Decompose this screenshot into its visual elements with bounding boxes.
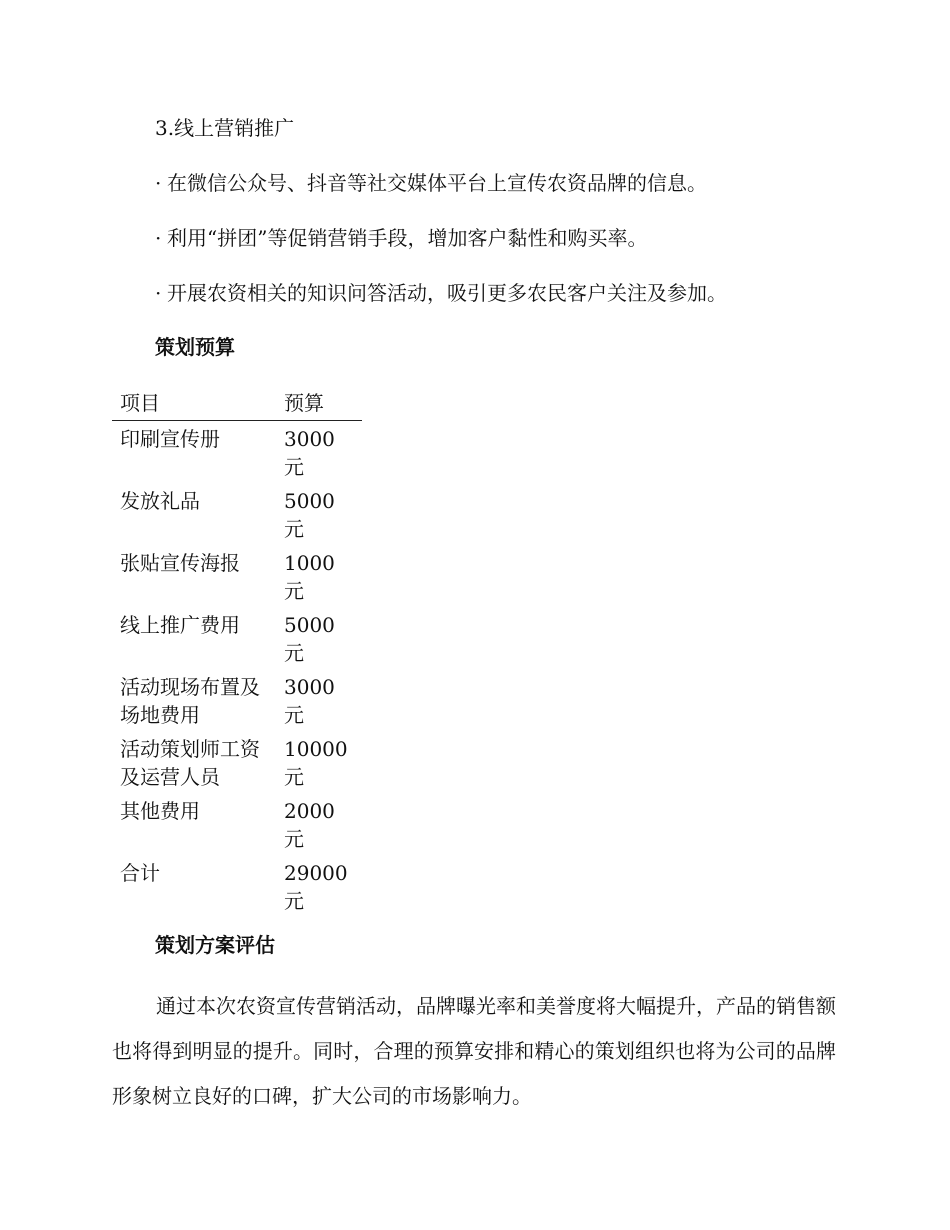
- bullet-mark: ·: [155, 226, 162, 250]
- budget-item: 活动现场布置及场地费用: [120, 675, 260, 727]
- table-row-total: [112, 855, 362, 917]
- bullet-text: 利用“拼团”等促销营销手段，增加客户黏性和购买率。: [167, 226, 648, 250]
- bullet-item: [155, 279, 727, 307]
- budget-amount: 3000元: [284, 427, 335, 479]
- table-row: [112, 607, 362, 669]
- budget-item: 合计: [120, 861, 160, 885]
- table-row: [112, 669, 362, 731]
- column-header-item: 项目: [112, 388, 276, 421]
- budget-item: 发放礼品: [120, 489, 200, 513]
- budget-amount: 1000元: [284, 551, 335, 603]
- bullet-mark: ·: [155, 171, 162, 195]
- budget-table: [112, 388, 362, 917]
- budget-amount: 29000元: [284, 861, 348, 913]
- table-header-row: [112, 388, 362, 421]
- bullet-text: 在微信公众号、抖音等社交媒体平台上宣传农资品牌的信息。: [167, 171, 707, 195]
- budget-amount: 2000元: [284, 799, 335, 851]
- budget-amount: 5000元: [284, 489, 335, 541]
- table-row: [112, 421, 362, 484]
- budget-item: 线上推广费用: [120, 613, 240, 637]
- table-row: [112, 483, 362, 545]
- budget-item: 张贴宣传海报: [120, 551, 240, 575]
- table-row: [112, 545, 362, 607]
- evaluation-heading: 策划方案评估: [155, 933, 275, 957]
- budget-item: 印刷宣传册: [120, 427, 220, 451]
- budget-amount: 10000元: [284, 737, 348, 789]
- bullet-text: 开展农资相关的知识问答活动，吸引更多农民客户关注及参加。: [167, 281, 727, 305]
- table-row: [112, 731, 362, 793]
- bullet-mark: ·: [155, 281, 162, 305]
- budget-item: 活动策划师工资及运营人员: [120, 737, 260, 789]
- budget-item: 其他费用: [120, 799, 200, 823]
- bullet-item: [155, 169, 707, 197]
- budget-amount: 5000元: [284, 613, 335, 665]
- column-header-budget: 预算: [276, 388, 362, 421]
- section-title-online-marketing: 3.线上营销推广: [155, 116, 295, 140]
- budget-heading: 策划预算: [155, 335, 235, 359]
- table-row: [112, 793, 362, 855]
- budget-amount: 3000元: [284, 675, 335, 727]
- evaluation-paragraph: 通过本次农资宣传营销活动，品牌曝光率和美誉度将大幅提升，产品的销售额也将得到明显的提升。同时，合理的预算安排和精心的策划组织也将为公司的品牌形象树立良好的口碑，扩大公司的市场影响力。: [112, 994, 836, 1108]
- bullet-item: [155, 224, 647, 252]
